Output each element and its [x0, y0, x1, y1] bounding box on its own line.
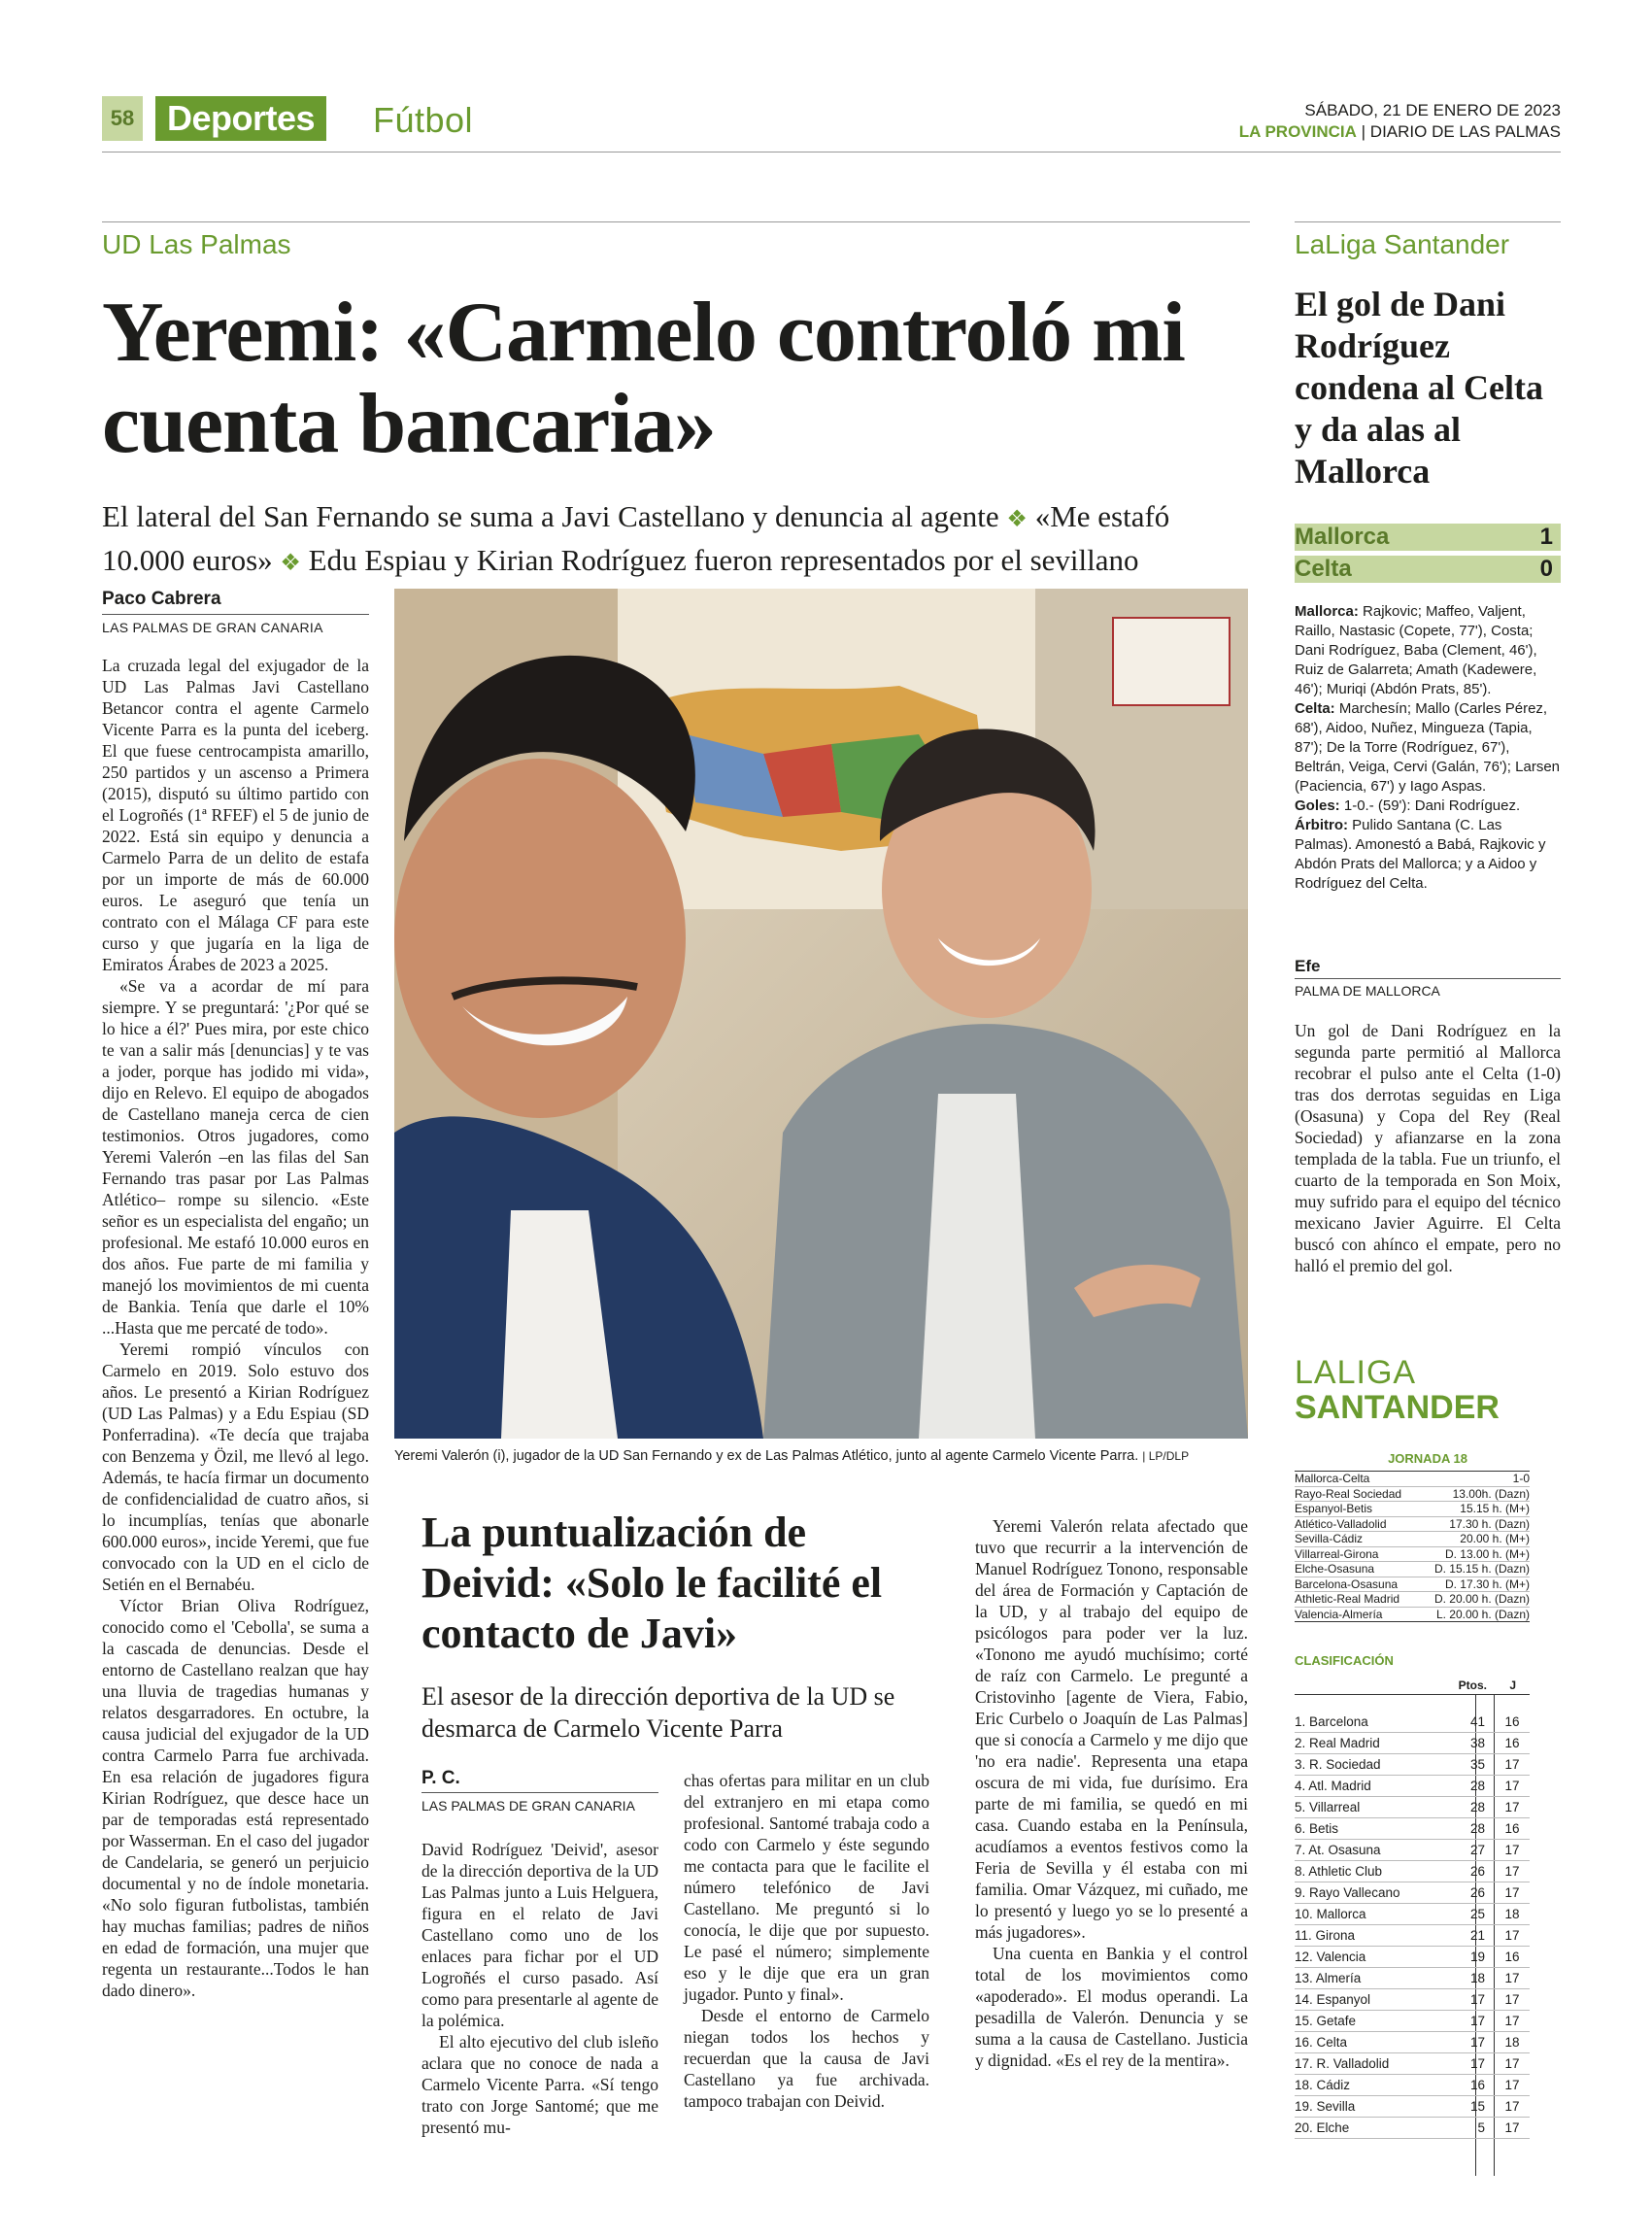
- standings-points: 16: [1469, 2078, 1485, 2092]
- sub-byline-divider: [421, 1792, 658, 1793]
- standings-points: 17: [1469, 1992, 1485, 2007]
- standings-row: [1295, 1733, 1530, 1754]
- paragraph: Yeremi rompió vínculos con Carmelo en 2019. Solo estuvo dos años. Le presentó a Kirian Rodríguez (UD Las Palmas) y a Edu Espiau (SD Ponferradina). «Te decía que trajaba con Benzema y Özil, me llevó al lego. Además, te hacía firmar un documento de confidencialidad de cuatro años, si lo incumplías, tenías que abonarle 600.000 euros», incide Yeremi, que fue convocado con la UD en el ciclo de Setién en el Bernabéu.: [102, 1339, 369, 1594]
- score-row: [1295, 556, 1561, 583]
- article-headline: Yeremi: «Carmelo controló mi cuenta bancaria»: [102, 286, 1185, 471]
- standings-team: 1. Barcelona: [1295, 1714, 1368, 1729]
- fixture-row: [1295, 1562, 1530, 1577]
- standings-row: [1295, 1882, 1530, 1904]
- fixture-info: D. 13.00 h. (M+): [1444, 1546, 1530, 1561]
- fact-line: [1295, 699, 1561, 797]
- fixture-info: 1-0: [1512, 1472, 1530, 1485]
- sidebar-body: Un gol de Dani Rodríguez en la segunda parte permitió al Mallorca recobrar el pulso ante el Celta (1-0) tras dos derrotas seguidas en Liga (Osasuna) y Copa del Rey (Real Sociedad) y afianzarse en la zona templada de la tabla. Fue un triunfo, el cuarto de la temporada en Son Moix, muy sufrido para el equipo del técnico mexicano Javier Aguirre. El Celta buscó con ahínco el empate, pero no halló el premio del gol.: [1295, 1021, 1561, 1275]
- fixture-match: Elche-Osasuna: [1295, 1562, 1375, 1576]
- paragraph: El alto ejecutivo del club isleño aclara que no conoce de nada a Carmelo Vicente Parra. «Sí tengo trato con Jorge Santomé; que me presentó mu-: [421, 2032, 658, 2137]
- match-facts: [1295, 602, 1561, 894]
- fixture-match: Villarreal-Girona: [1295, 1546, 1379, 1561]
- fixture-info: 15.15 h. (M+): [1460, 1502, 1530, 1515]
- sidebar-divider: [1295, 221, 1561, 222]
- sidebar-headline: El gol de Dani Rodríguez condena al Celta y da alas al Mallorca: [1295, 285, 1543, 491]
- standings-team: 6. Betis: [1295, 1821, 1339, 1836]
- standings-row: [1295, 1904, 1530, 1925]
- standings-team: 11. Girona: [1295, 1928, 1356, 1943]
- fixture-row: [1295, 1592, 1530, 1608]
- standings-row: [1295, 1818, 1530, 1840]
- caption-text: Yeremi Valerón (i), jugador de la UD San Fernando y ex de Las Palmas Atlético, junto al agente Carmelo Vicente Parra.: [394, 1448, 1139, 1464]
- sub-article-dateline: LAS PALMAS DE GRAN CANARIA: [421, 1798, 635, 1814]
- paragraph: Desde el entorno de Carmelo niegan todos los hechos y recuerdan que la causa de Javi Castellano ya fue archivada. tampoco trabajan con Deivid.: [684, 2006, 929, 2111]
- fixture-match: Valencia-Almería: [1295, 1607, 1383, 1621]
- page-number: 58: [102, 96, 143, 141]
- article-kicker: UD Las Palmas: [102, 229, 291, 259]
- standings-row: [1295, 1712, 1530, 1733]
- main-divider: [102, 221, 1250, 222]
- standings-played: 18: [1504, 2035, 1520, 2050]
- standings-team: 16. Celta: [1295, 2035, 1348, 2050]
- fact-text: Pulido Santana (C. Las Palmas). Amonestó a Babá, Rajkovic y Abdón Prats del Mallorca; y a Aidoo y Rodríguez del Celta.: [1295, 817, 1546, 892]
- sidebar-byline-divider: [1295, 978, 1561, 979]
- paragraph: Víctor Brian Oliva Rodríguez, conocido como el 'Cebolla', se suma a la cascada de denuncias. Desde el entorno de Castellano realzan que hay una lluvia de tragedias humanas y relatos desgarradores. En octubre, la causa judicial del exjugador de la UD contra Carmelo Parra fue archivada. En esa relación de jugadores figura Kirian Rodríguez, que desce hace un par de temporadas está representado por Wasserman. En el caso del jugador de Candelaria, se generó un perjuicio documental y no de índole monetaria. «No solo figuran futbolistas, también hay muchas familias; padres de niños en edad de formación, una mujer que regenta un restaurante...Todos le han dado dinero».: [102, 1596, 369, 2000]
- standings-points: 26: [1469, 1885, 1485, 1900]
- sub-article-headline: La puntualización de Deivid: «Solo le facilité el contacto de Javi»: [421, 1509, 883, 1657]
- subsection-label: Fútbol: [373, 100, 474, 140]
- standings-row: [1295, 2096, 1530, 2118]
- fixture-info: L. 20.00 h. (Dazn): [1435, 1607, 1530, 1621]
- standings-played: 16: [1504, 1950, 1520, 1964]
- diamond-icon: ❖: [1006, 507, 1028, 532]
- fixture-row: [1295, 1517, 1530, 1533]
- fixture-match: Atlético-Valladolid: [1295, 1516, 1387, 1531]
- score-team: Mallorca: [1295, 524, 1390, 550]
- standings-row: [1295, 2032, 1530, 2053]
- standings-team: 10. Mallorca: [1295, 1907, 1366, 1921]
- standings-played: 18: [1504, 1907, 1520, 1921]
- fixture-row: [1295, 1577, 1530, 1593]
- article-column-1: [102, 655, 369, 2001]
- standings-row: [1295, 2053, 1530, 2075]
- standings-row: [1295, 1861, 1530, 1882]
- standings-played: 17: [1504, 1928, 1520, 1943]
- standings-row: [1295, 1925, 1530, 1947]
- standings-played: 17: [1504, 2056, 1520, 2071]
- standings-team: 4. Atl. Madrid: [1295, 1779, 1371, 1793]
- fact-text: Marchesín; Mallo (Carles Pérez, 68'), Aidoo, Nuñez, Mingueza (Tapia, 87'); De la Torre (Rodríguez, 67'), Beltrán, Veiga, Cervi (Galán, 76'); Larsen (Paciencia, 67') y Iago Aspas.: [1295, 700, 1561, 795]
- standings-row: [1295, 1840, 1530, 1861]
- article-photo: [394, 589, 1248, 1439]
- fixture-info: D. 20.00 h. (Dazn): [1433, 1592, 1530, 1606]
- laliga-logo-line-2: SANTANDER: [1295, 1389, 1500, 1426]
- paragraph: Yeremi Valerón relata afectado que tuvo que recurrir a la intervención de Manuel Rodríguez Tonono, responsable del área de Formación y Captación de la UD, y al trabajo del equipo de psicólogos para poder ver la luz. «Tonono me ayudó muchísimo; corté de raíz con Carmelo. Le pregunté a Cristovinho [agente de Viera, Fabio, Eric Curbelo o Joaquín de Las Palmas] que si conocía a Carmelo y me dijo que 'no era nadie'. Representa una etapa oscura de mi vida, fue durísimo. Era parte de mi familia, se quedó en mi casa. Cuando estaba en la Península, acudíamos a eventos festivos como la Feria de Sevilla y él estaba con mi familia. Omar Vázquez, mi cuñado, me lo presentó y luego yo se lo presenté a más jugadores».: [975, 1516, 1248, 1942]
- standings-row: [1295, 1754, 1530, 1776]
- fixture-row: [1295, 1472, 1530, 1487]
- fixture-match: Rayo-Real Sociedad: [1295, 1486, 1402, 1501]
- standings-played: 17: [1504, 2078, 1520, 2092]
- article-dateline: LAS PALMAS DE GRAN CANARIA: [102, 620, 323, 635]
- standings-points: 21: [1469, 1928, 1485, 1943]
- standings-points: 28: [1469, 1779, 1485, 1793]
- fixture-match: Espanyol-Betis: [1295, 1502, 1373, 1515]
- sub-article-column-1: [421, 1839, 658, 2138]
- standings-team: 7. At. Osasuna: [1295, 1843, 1381, 1857]
- standings-team: 13. Almería: [1295, 1971, 1362, 1985]
- standings-played: 17: [1504, 1800, 1520, 1814]
- subtitle-part-3: Edu Espiau y Kirian Rodríguez fueron representados por el sevillano: [308, 543, 1139, 577]
- score-goals: 1: [1539, 524, 1553, 550]
- standings-played: 17: [1504, 1971, 1520, 1985]
- standings-team: 18. Cádiz: [1295, 2078, 1351, 2092]
- standings-team: 19. Sevilla: [1295, 2099, 1356, 2114]
- fixture-match: Sevilla-Cádiz: [1295, 1532, 1364, 1545]
- standings-points: 38: [1469, 1736, 1485, 1750]
- standings-points: 17: [1469, 2035, 1485, 2050]
- standings-played: 17: [1504, 1843, 1520, 1857]
- standings-played: 17: [1504, 1885, 1520, 1900]
- standings-played: 16: [1504, 1714, 1520, 1729]
- standings-points: 19: [1469, 1950, 1485, 1964]
- fixture-match: Athletic-Real Madrid: [1295, 1592, 1400, 1606]
- fact-label: Celta:: [1295, 700, 1335, 717]
- standings-played: 16: [1504, 1821, 1520, 1836]
- standings-team: 2. Real Madrid: [1295, 1736, 1380, 1750]
- standings-table: [1295, 1712, 1530, 2139]
- subtitle-part-2: «Me estafó 10.000 euros»: [102, 499, 1170, 577]
- photo-caption: [394, 1448, 1248, 1464]
- standings-team: 12. Valencia: [1295, 1950, 1366, 1964]
- standings-points: 25: [1469, 1907, 1485, 1921]
- standings-played: 17: [1504, 1864, 1520, 1879]
- fixture-info: D. 15.15 h. (Dazn): [1433, 1562, 1530, 1576]
- fact-line: [1295, 797, 1561, 816]
- standings-team: 8. Athletic Club: [1295, 1864, 1383, 1879]
- section-label: Deportes: [155, 96, 326, 141]
- fixture-info: 20.00 h. (M+): [1460, 1532, 1530, 1545]
- standings-team: 17. R. Valladolid: [1295, 2056, 1390, 2071]
- fixture-row: [1295, 1502, 1530, 1517]
- standings-played: 17: [1504, 1779, 1520, 1793]
- fixture-match: Mallorca-Celta: [1295, 1472, 1370, 1485]
- fixture-row: [1295, 1608, 1530, 1622]
- jornada-title: JORNADA 18: [1388, 1451, 1467, 1466]
- subtitle-part-1: El lateral del San Fernando se suma a Javi Castellano y denuncia al agente: [102, 499, 999, 533]
- sidebar-byline: Efe: [1295, 957, 1321, 975]
- standings-row: [1295, 2011, 1530, 2032]
- issue-date: SÁBADO, 21 DE ENERO DE 2023: [1304, 101, 1561, 119]
- sidebar-kicker: LaLiga Santander: [1295, 229, 1510, 259]
- article-subtitle: [102, 496, 1248, 584]
- sub-article-subtitle: El asesor de la dirección deportiva de la UD se desmarca de Carmelo Vicente Parra: [421, 1682, 895, 1743]
- standings-row: [1295, 1968, 1530, 1989]
- standings-points: 26: [1469, 1864, 1485, 1879]
- fact-line: [1295, 602, 1561, 699]
- points-column-header: Ptos.: [1458, 1678, 1487, 1692]
- played-column-header: J: [1509, 1678, 1516, 1692]
- paragraph: David Rodríguez 'Deivid', asesor de la dirección deportiva de la UD Las Palmas junto a Luis Helguera, figura en el relato de Javi Castellano como uno de los enlaces para fichar por el UD Logroñés el curso pasado. Así como para presentarle al agente de la polémica.: [421, 1840, 658, 2030]
- fixture-info: D. 17.30 h. (M+): [1444, 1577, 1530, 1591]
- standings-team: 3. R. Sociedad: [1295, 1757, 1381, 1772]
- fixture-row: [1295, 1547, 1530, 1563]
- standings-points: 28: [1469, 1821, 1485, 1836]
- fixture-row: [1295, 1532, 1530, 1547]
- standings-points: 17: [1469, 2014, 1485, 2028]
- standings-points: 28: [1469, 1800, 1485, 1814]
- standings-played: 17: [1504, 2014, 1520, 2028]
- fixtures-table: [1295, 1471, 1530, 1622]
- standings-team: 14. Espanyol: [1295, 1992, 1371, 2007]
- standings-points: 35: [1469, 1757, 1485, 1772]
- sub-article-byline: P. C.: [421, 1768, 460, 1788]
- standings-points: 18: [1469, 1971, 1485, 1985]
- paragraph: «Se va a acordar de mí para siempre. Y se preguntará: '¿Por qué se lo hice a él?' Pues mira, por este chico te van a salir más [denuncias] y te vas a joder, porque has jodido mi vida», dijo en Relevo. El equipo de abogados de Castellano maneja cerca de cien testimonios. Otros jugadores, como Yeremi Valerón –en las filas del San Fernando tras pasar por Las Palmas Atlético– rompe su silencio. «Este señor es un especialista del engaño; un profesional. Me estafó 10.000 euros en dos años. Fue parte de mi familia y manejó los movimientos de mi cuenta de Bankia. Tenía que darle el 10% ...Hasta que me percaté de todo».: [102, 976, 369, 1338]
- fixture-match: Barcelona-Osasuna: [1295, 1577, 1399, 1591]
- standings-played: 16: [1504, 1736, 1520, 1750]
- standings-points: 17: [1469, 2056, 1485, 2071]
- standings-row: [1295, 1989, 1530, 2011]
- standings-played: 17: [1504, 1992, 1520, 2007]
- publication-line: LA PROVINCIA | DIARIO DE LAS PALMAS: [1238, 122, 1561, 141]
- standings-team: 20. Elche: [1295, 2120, 1350, 2135]
- photo-credit: | LP/DLP: [1142, 1449, 1190, 1463]
- diamond-icon: ❖: [280, 551, 301, 576]
- fact-label: Árbitro:: [1295, 817, 1348, 833]
- standings-team: 5. Villarreal: [1295, 1800, 1361, 1814]
- standings-played: 17: [1504, 2099, 1520, 2114]
- standings-row: [1295, 1797, 1530, 1818]
- score-goals: 0: [1539, 556, 1553, 582]
- standings-row: [1295, 1776, 1530, 1797]
- sub-article-column-3: [975, 1515, 1248, 2071]
- paragraph: Una cuenta en Bankia y el control total de los movimientos como «apoderado». El modus operandi. La pesadilla de Valerón. Denuncia y se suma a la causa de Castellano. Justicia y dignidad. «Es el rey de la mentira».: [975, 1944, 1248, 2070]
- standings-title: CLASIFICACIÓN: [1295, 1653, 1394, 1668]
- laliga-logo-line-1: LALIGA: [1295, 1354, 1417, 1391]
- sub-article-column-2: [684, 1770, 929, 2112]
- sidebar-dateline: PALMA DE MALLORCA: [1295, 983, 1440, 999]
- paragraph: La cruzada legal del exjugador de la UD Las Palmas Javi Castellano Betancor contra el agente Carmelo Vicente Parra es la punta del iceberg. El que fuese centrocampista amarillo, 250 partidos y un ascenso a Primera (2015), disputó su último partido con el Logroñés (1ª RFEF) el 5 de junio de 2022. Está sin equipo y denuncia a Carmelo Parra de un delito de estafa por un importe de más de 60.000 euros. Le aseguró que tenía un contrato con el Málaga CF para este curso y que jugaría en la liga de Emiratos Árabes de 2023 a 2025.: [102, 656, 369, 974]
- fixture-info: 13.00h. (Dazn): [1452, 1486, 1530, 1501]
- standings-row: [1295, 2118, 1530, 2139]
- standings-team: 9. Rayo Vallecano: [1295, 1885, 1400, 1900]
- article-byline: Paco Cabrera: [102, 589, 221, 609]
- publication-subtitle: DIARIO DE LAS PALMAS: [1369, 122, 1561, 141]
- fixture-row: [1295, 1487, 1530, 1503]
- standings-row: [1295, 2075, 1530, 2096]
- paragraph: chas ofertas para militar en un club del extranjero en mi etapa como profesional. Santomé trabaja codo a codo con Carmelo y éste segundo me contacta para que le facilite el número telefónico de Javi Castellano. Me preguntó si lo conocía, le dije que por supuesto. Le pasé el número; simplemente eso y le dije que era un gran jugador. Punto y final».: [684, 1771, 929, 2004]
- fact-label: Goles:: [1295, 797, 1340, 814]
- standings-points: 15: [1469, 2099, 1485, 2114]
- standings-played: 17: [1504, 2120, 1520, 2135]
- fact-line: [1295, 816, 1561, 894]
- standings-team: 15. Getafe: [1295, 2014, 1357, 2028]
- standings-points: 41: [1469, 1714, 1485, 1729]
- byline-divider: [102, 614, 369, 615]
- standings-played: 17: [1504, 1757, 1520, 1772]
- fixture-info: 17.30 h. (Dazn): [1449, 1516, 1530, 1531]
- standings-points: 5: [1477, 2120, 1485, 2135]
- score-row: [1295, 524, 1561, 551]
- score-team: Celta: [1295, 556, 1352, 582]
- fact-label: Mallorca:: [1295, 603, 1359, 620]
- fact-text: 1-0.- (59'): Dani Rodríguez.: [1343, 797, 1521, 814]
- publication-name: LA PROVINCIA: [1238, 122, 1357, 141]
- standings-header: [1295, 1677, 1530, 1695]
- standings-points: 27: [1469, 1843, 1485, 1857]
- standings-row: [1295, 1947, 1530, 1968]
- header-divider: [102, 152, 1561, 153]
- fact-text: Rajkovic; Maffeo, Valjent, Raillo, Nastasic (Copete, 77'), Costa; Dani Rodríguez, Baba (Clement, 46'), Ruiz de Galarreta; Amath (Kadewere, 46'); Muriqi (Abdón Prats, 85').: [1295, 603, 1537, 697]
